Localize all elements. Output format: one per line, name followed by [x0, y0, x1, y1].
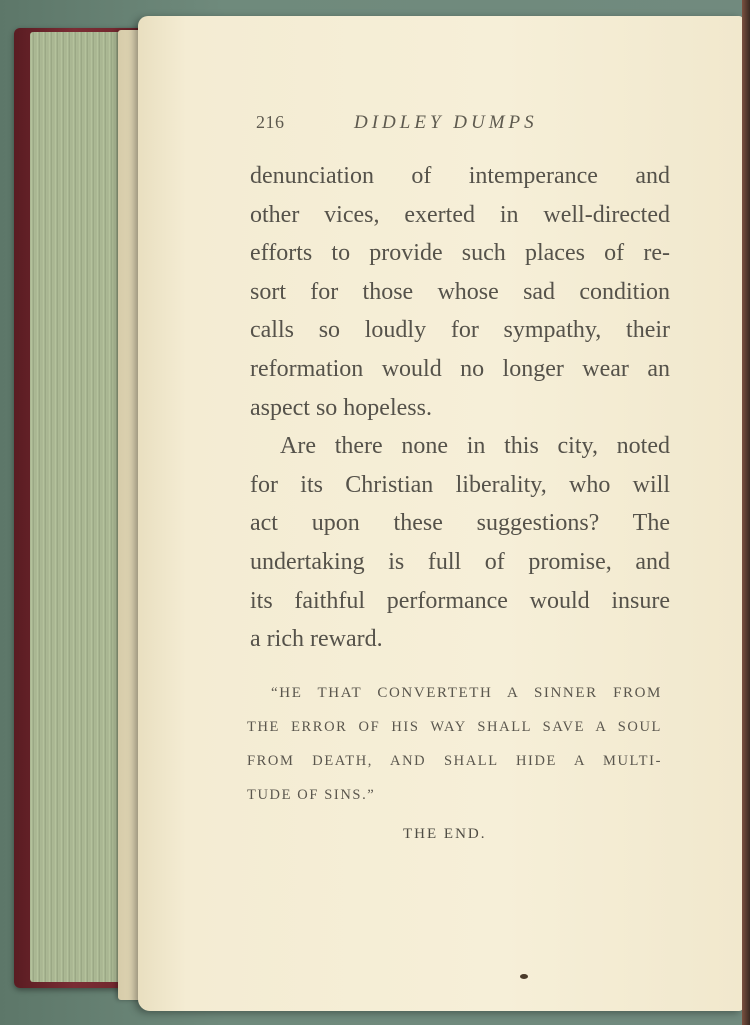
quote-line: FROM DEATH, AND SHALL HIDE A MULTI- [247, 753, 662, 769]
text-line: undertaking is full of promise, and [250, 548, 670, 575]
quote-line: THE ERROR OF HIS WAY SHALL SAVE A SOUL [247, 719, 662, 735]
text-line: aspect so hopeless. [250, 394, 432, 421]
page-number: 216 [256, 112, 285, 132]
quote-line: “HE THAT CONVERTETH A SINNER FROM [271, 685, 662, 701]
text-line: sort for those whose sad condition [250, 278, 670, 305]
right-page-edge [742, 0, 750, 1025]
text-line: for its Christian liberality, who will [250, 471, 670, 498]
text-line: Are there none in this city, noted [280, 433, 670, 460]
running-title: DIDLEY DUMPS [354, 112, 538, 133]
closing-text: THE END. [403, 826, 487, 842]
text-line: denunciation of intemperance and [250, 163, 670, 189]
text-line: a rich reward. [250, 626, 383, 653]
text-line: act upon these suggestions? The [250, 510, 670, 537]
text-line: calls so loudly for sympathy, their [250, 317, 670, 344]
text-line: other vices, exerted in well-directed [250, 201, 670, 228]
body-text [250, 157, 670, 659]
quote-line: TUDE OF SINS.” [247, 787, 376, 803]
scripture-quote [247, 676, 662, 812]
text-line: reformation would no longer wear an [250, 355, 670, 382]
text-line: its faithful performance would insure [250, 587, 670, 614]
ink-speck [520, 974, 528, 979]
running-head [256, 112, 676, 140]
text-line: efforts to provide such places of re- [250, 240, 670, 267]
